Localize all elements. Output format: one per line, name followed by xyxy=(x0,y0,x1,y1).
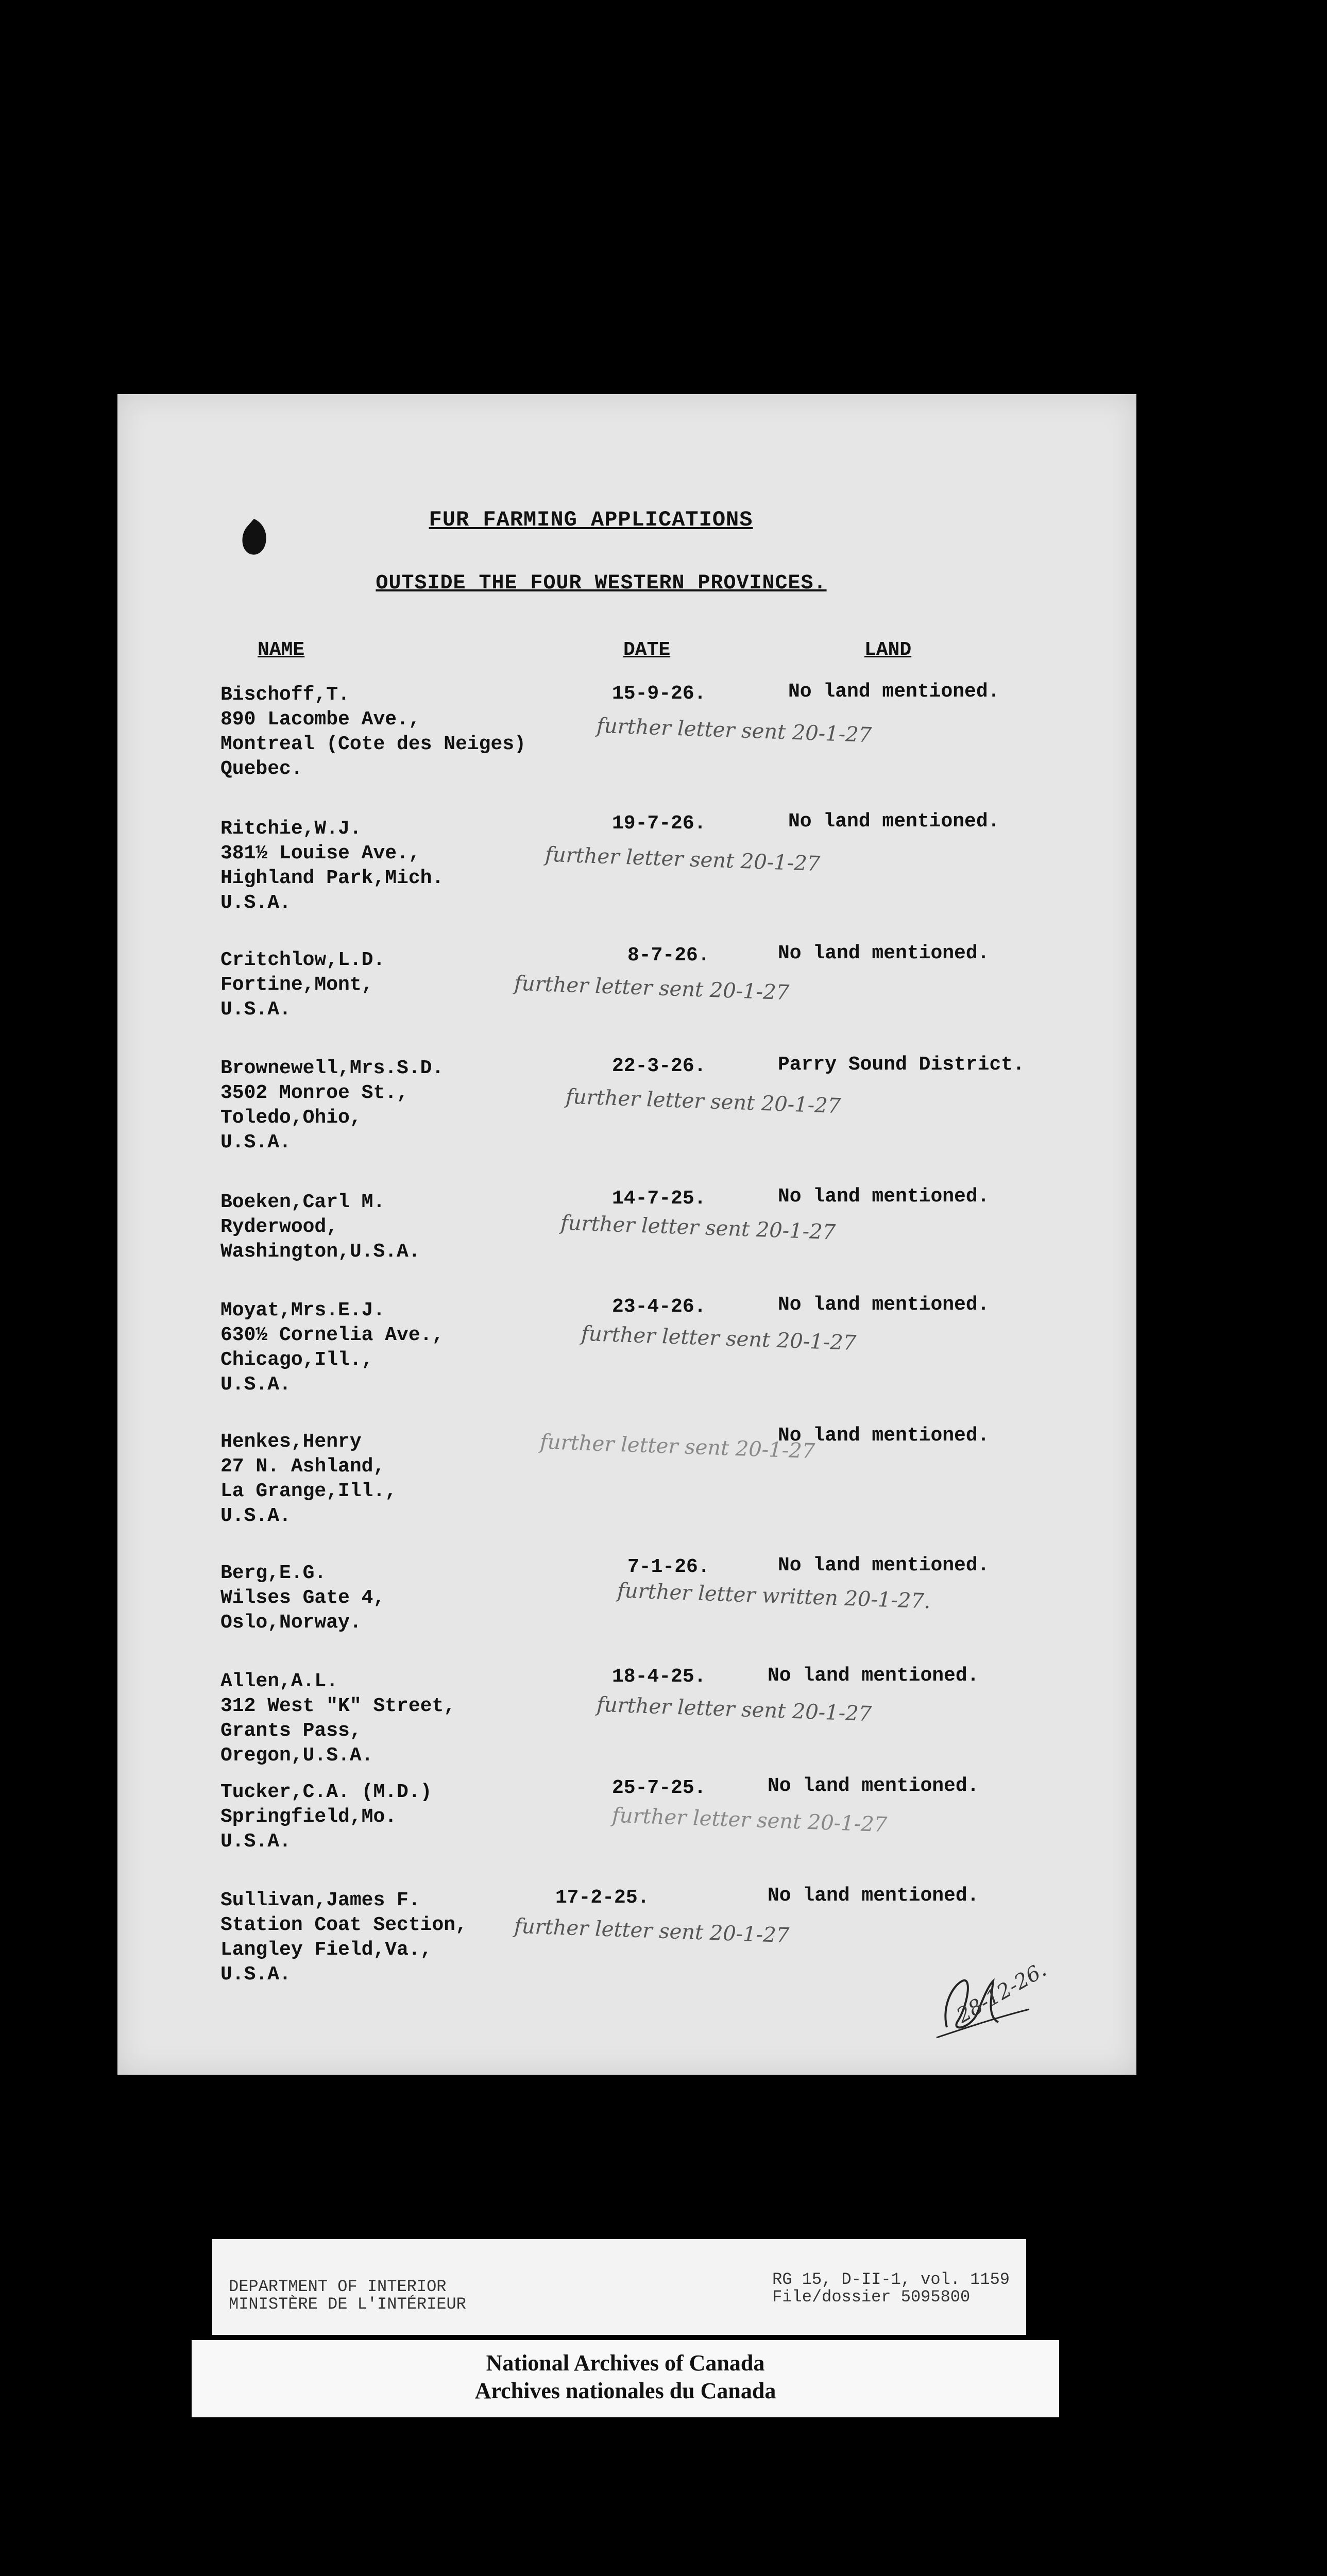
application-date: 23-4-26. xyxy=(612,1296,706,1318)
application-date: 8-7-26. xyxy=(627,944,710,967)
reference-line-2: File/dossier 5095800 xyxy=(772,2287,971,2307)
department-fr: MINISTÈRE DE L'INTÉRIEUR xyxy=(229,2295,466,2314)
handwritten-note: further letter sent 20-1-27 xyxy=(596,1692,872,1726)
handwritten-note: further letter sent 20-1-27 xyxy=(611,1803,888,1837)
applicant-name-address: Ritchie,W.J. 381½ Louise Ave., Highland Park,Mich. U.S.A. xyxy=(220,818,444,914)
land-status: No land mentioned. xyxy=(768,1665,979,1687)
application-date: 25-7-25. xyxy=(612,1777,706,1799)
land-status: No land mentioned. xyxy=(788,681,1000,703)
handwritten-note: further letter sent 20-1-27 xyxy=(560,1211,836,1245)
land-status: No land mentioned. xyxy=(768,1885,979,1907)
land-status: No land mentioned. xyxy=(778,1294,990,1316)
handwritten-note: further letter written 20-1-27. xyxy=(617,1579,931,1614)
applicant-name-address: Brownewell,Mrs.S.D. 3502 Monroe St., Toledo,Ohio, U.S.A. xyxy=(220,1057,444,1154)
applicant-name-address: Sullivan,James F. Station Coat Section, Langley Field,Va., U.S.A. xyxy=(220,1889,467,1986)
department-label xyxy=(229,2278,466,2313)
handwritten-note: further letter sent 20-1-27 xyxy=(514,971,790,1005)
signature-date: 28-12-26. xyxy=(952,1957,1051,2028)
handwritten-note: further letter sent 20-1-27 xyxy=(596,714,872,748)
handwritten-note: further letter sent 20-1-27 xyxy=(545,842,821,876)
land-status: No land mentioned. xyxy=(778,1185,990,1208)
application-date: 7-1-26. xyxy=(627,1556,710,1578)
applicant-name-address: Boeken,Carl M. Ryderwood, Washington,U.S.A. xyxy=(220,1191,420,1263)
document-title: FUR FARMING APPLICATIONS xyxy=(429,507,753,532)
land-status: No land mentioned. xyxy=(768,1775,979,1797)
applicant-name-address: Moyat,Mrs.E.J. 630½ Cornelia Ave., Chicago,Ill., U.S.A. xyxy=(220,1299,444,1396)
applicant-name-address: Critchlow,L.D. Fortine,Mont, U.S.A. xyxy=(220,949,385,1021)
applicant-name-address: Berg,E.G. Wilses Gate 4, Oslo,Norway. xyxy=(220,1562,385,1634)
column-header-land: LAND xyxy=(864,639,912,661)
archives-name-en: National Archives of Canada xyxy=(486,2350,765,2376)
land-status: Parry Sound District. xyxy=(778,1054,1025,1076)
application-date: 19-7-26. xyxy=(612,812,706,835)
application-date: 18-4-25. xyxy=(612,1666,706,1688)
handwritten-note: further letter sent 20-1-27 xyxy=(514,1914,790,1948)
document-page xyxy=(117,394,1136,2075)
reference-line-1: RG 15, D-II-1, vol. 1159 xyxy=(772,2270,1010,2289)
application-date: 17-2-25. xyxy=(555,1887,650,1909)
department-en: DEPARTMENT OF INTERIOR xyxy=(229,2277,447,2296)
archive-reference-label xyxy=(212,2239,1026,2335)
handwritten-note: further letter sent 20-1-27 xyxy=(581,1321,857,1355)
column-header-name: NAME xyxy=(258,639,305,661)
applicant-name-address: Bischoff,T. 890 Lacombe Ave., Montreal (Cote des Neiges) Quebec. xyxy=(220,684,526,780)
archives-label xyxy=(192,2340,1059,2417)
applicant-name-address: Allen,A.L. 312 West "K" Street, Grants Pass, Oregon,U.S.A. xyxy=(220,1670,456,1767)
land-status: No land mentioned. xyxy=(778,1425,990,1447)
archives-name-fr: Archives nationales du Canada xyxy=(474,2378,776,2403)
land-status: No land mentioned. xyxy=(778,942,990,964)
handwritten-note: further letter sent 20-1-27 xyxy=(565,1084,841,1118)
application-date: 22-3-26. xyxy=(612,1055,706,1077)
handwritten-note: further letter sent 20-1-27 xyxy=(539,1430,815,1464)
land-status: No land mentioned. xyxy=(788,810,1000,833)
column-header-date: DATE xyxy=(623,639,671,661)
application-date: 15-9-26. xyxy=(612,683,706,705)
file-reference xyxy=(772,2271,1010,2306)
application-date: 14-7-25. xyxy=(612,1188,706,1210)
applicant-name-address: Henkes,Henry 27 N. Ashland, La Grange,Ill., U.S.A. xyxy=(220,1431,397,1527)
applicant-name-address: Tucker,C.A. (M.D.) Springfield,Mo. U.S.A. xyxy=(220,1781,432,1853)
document-subtitle: OUTSIDE THE FOUR WESTERN PROVINCES. xyxy=(376,572,827,595)
land-status: No land mentioned. xyxy=(778,1554,990,1577)
